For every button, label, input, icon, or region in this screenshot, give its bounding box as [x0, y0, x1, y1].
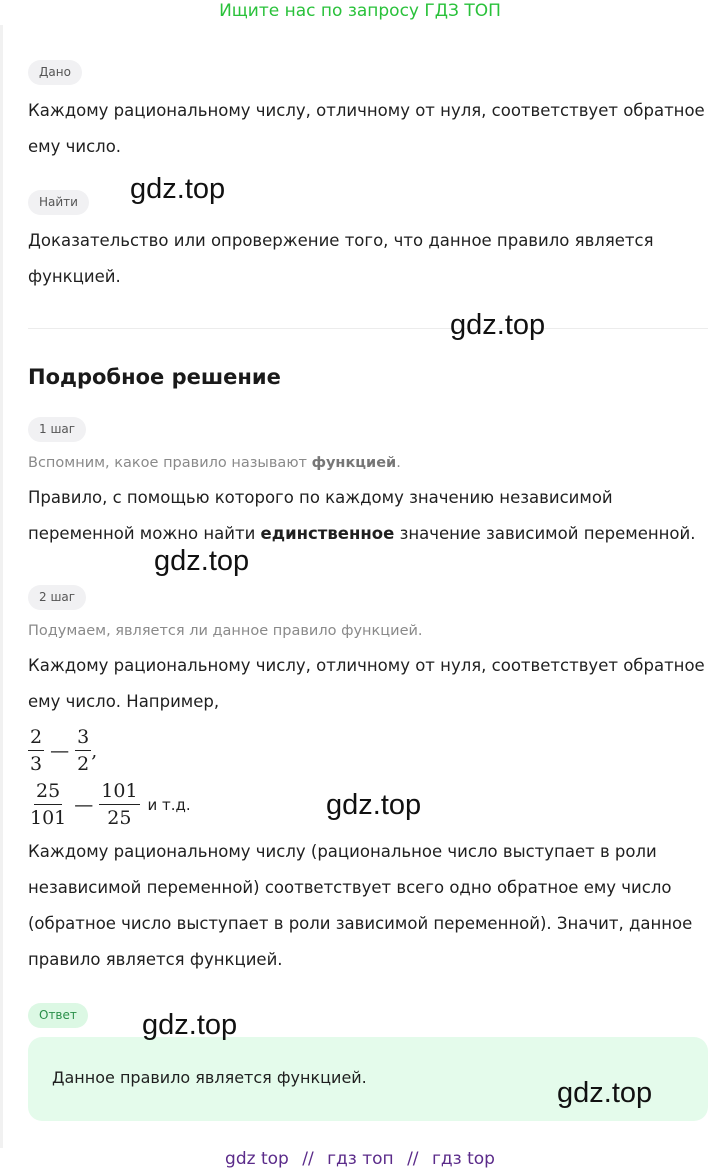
- footer-link-2[interactable]: гдз топ: [327, 1149, 394, 1169]
- given-line-1: Каждому рациональному числу, отличному от нуля, соответствует обратное: [28, 101, 705, 120]
- find-line-1: Доказательство или опровержение того, что данное правило является: [28, 231, 654, 250]
- given-badge: Дано: [28, 60, 82, 85]
- step-1-badge: 1 шаг: [28, 417, 86, 442]
- solution-heading: Подробное решение: [28, 365, 281, 389]
- equation-2: $\frac{25}{101}$ — $\frac{101}{25}$ и т.д.: [30, 780, 191, 829]
- footer-link-3[interactable]: гдз top: [431, 1149, 495, 1169]
- fraction-25-101: $\frac{25}{101}$: [30, 780, 67, 829]
- step-2-conclusion-4: правило является функцией.: [28, 950, 283, 969]
- find-badge: Найти: [28, 190, 89, 215]
- fraction-2-3: $\frac{2}{3}$: [30, 726, 43, 775]
- fraction-101-25: $\frac{101}{25}$: [101, 780, 138, 829]
- step-2-conclusion-2: независимой переменной) соответствует всего одно обратное ему число: [28, 878, 672, 897]
- step-2-conclusion-1: Каждому рациональному числу (рациональное число выступает в роли: [28, 842, 657, 861]
- step-1-hint: Вспомним, какое правило называют функцией.: [28, 455, 401, 471]
- top-banner: Ищите нас по запросу ГДЗ ТОП: [219, 1, 501, 21]
- section-divider: [28, 328, 708, 329]
- watermark: gdz.top: [142, 1009, 238, 1041]
- footer-separator: //: [302, 1149, 314, 1169]
- step-2-hint: Подумаем, является ли данное правило функцией.: [28, 623, 423, 639]
- watermark: gdz.top: [154, 545, 250, 577]
- step-2-conclusion-3: (обратное число выступает в роли зависимой переменной). Значит, данное: [28, 914, 693, 933]
- footer: [0, 1149, 720, 1169]
- watermark: gdz.top: [326, 789, 422, 821]
- answer-badge: Ответ: [28, 1003, 88, 1028]
- step-2-badge: 2 шаг: [28, 585, 86, 610]
- find-line-2: функцией.: [28, 267, 121, 286]
- fraction-3-2: $\frac{3}{2}$: [77, 726, 90, 775]
- watermark: gdz.top: [557, 1077, 653, 1109]
- given-line-2: ему число.: [28, 137, 122, 156]
- watermark: gdz.top: [130, 173, 226, 205]
- step-2-line-1: Каждому рациональному числу, отличному от нуля, соответствует обратное: [28, 656, 705, 675]
- watermark: gdz.top: [450, 309, 546, 341]
- step-1-line-2: переменной можно найти единственное значение зависимой переменной.: [28, 524, 696, 543]
- step-2-line-2: ему число. Например,: [28, 692, 220, 711]
- equation-1: $\frac{2}{3}$ — $\frac{3}{2}$ ,: [30, 726, 98, 775]
- step-1-line-1: Правило, с помощью которого по каждому значению независимой: [28, 488, 613, 507]
- answer-text: Данное правило является функцией.: [52, 1068, 367, 1087]
- left-border: [0, 25, 3, 1148]
- footer-link-1[interactable]: gdz top: [225, 1149, 289, 1169]
- footer-separator: //: [407, 1149, 419, 1169]
